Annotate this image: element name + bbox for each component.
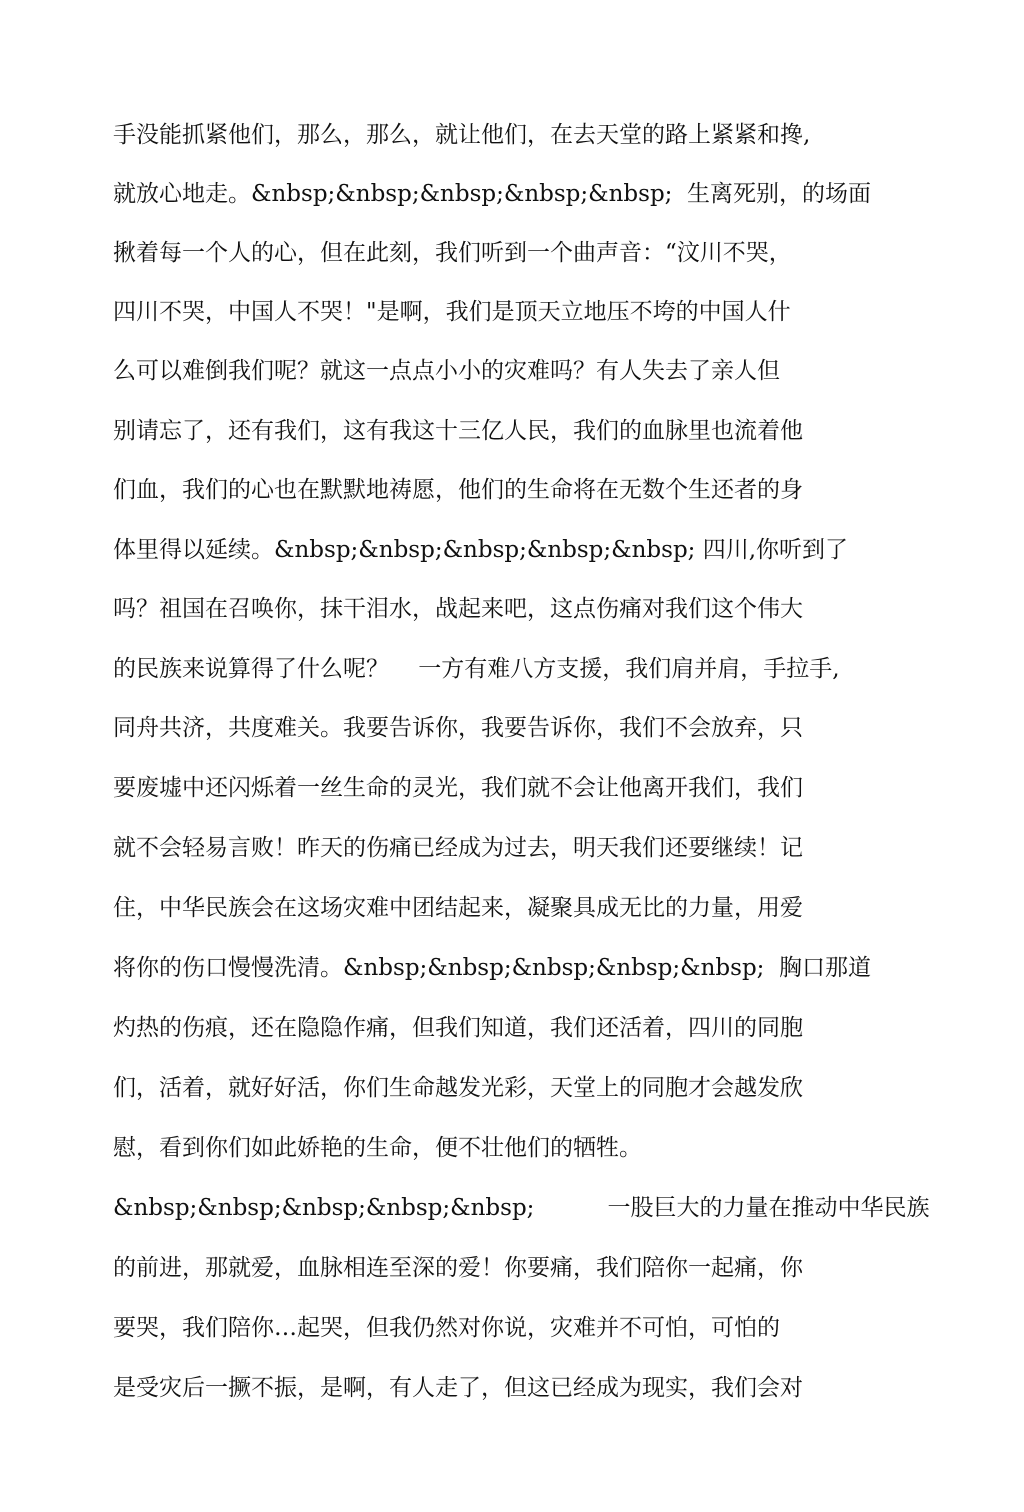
text-line: 慰，看到你们如此娇艳的生命，便不壮他们的牺牲。 <box>113 1135 642 1161</box>
text-line: &nbsp;&nbsp;&nbsp;&nbsp;&nbsp; 一股巨大的力量在推动中华民族 <box>113 1195 930 1221</box>
text-line: 们，活着，就好好活，你们生命越发光彩，天堂上的同胞才会越发欣 <box>113 1075 803 1101</box>
text-line: 别请忘了，还有我们，这有我这十三亿人民，我们的血脉里也流着他 <box>113 418 803 444</box>
text-line: 的前进，那就爱，血脉相连至深的爱！你要痛，我们陪你一起痛，你 <box>113 1255 803 1281</box>
text-line: 要哭，我们陪你…起哭，但我仍然对你说，灾难并不可怕，可怕的 <box>113 1315 780 1341</box>
text-line: 是受灾后一撅不振，是啊，有人走了，但这已经成为现实，我们会对 <box>113 1375 803 1401</box>
text-line: 吗？祖国在召唤你，抹干泪水，战起来吧，这点伤痛对我们这个伟大 <box>113 596 803 622</box>
text-line: 将你的伤口慢慢洗清。&nbsp;&nbsp;&nbsp;&nbsp;&nbsp; 胸口那道 <box>113 955 872 981</box>
text-line: 就不会轻易言败！昨天的伤痛已经成为过去，明天我们还要继续！记 <box>113 835 803 861</box>
text-line: 么可以难倒我们呢？就这一点点小小的灾难吗？有人失去了亲人但 <box>113 358 780 384</box>
text-line: 们血，我们的心也在默默地祷愿，他们的生命将在无数个生还者的身 <box>113 477 803 503</box>
text-line: 要废墟中还闪烁着一丝生命的灵光，我们就不会让他离开我们，我们 <box>113 775 803 801</box>
text-line: 就放心地走。&nbsp;&nbsp;&nbsp;&nbsp;&nbsp; 生离死别，的场面 <box>113 181 872 207</box>
text-line: 体里得以延续。&nbsp;&nbsp;&nbsp;&nbsp;&nbsp; 四川,你听到了 <box>113 537 849 563</box>
text-line: 住，中华民族会在这场灾难中团结起来，凝聚具成无比的力量，用爱 <box>113 895 803 921</box>
text-line: 同舟共济，共度难关。我要告诉你，我要告诉你，我们不会放弃，只 <box>113 715 803 741</box>
text-line: 揪着每一个人的心，但在此刻，我们听到一个曲声音：“汶川不哭， <box>113 240 792 266</box>
text-line: 四川不哭，中国人不哭！"是啊，我们是顶天立地压不垮的中国人什 <box>113 299 791 325</box>
text-line: 手没能抓紧他们，那么，那么，就让他们，在去天堂的路上紧紧和搀, <box>113 122 811 148</box>
text-line: 的民族来说算得了什么呢？ 一方有难八方支援，我们肩并肩，手拉手, <box>113 656 840 682</box>
text-line: 灼热的伤痕，还在隐隐作痛，但我们知道，我们还活着，四川的同胞 <box>113 1015 803 1041</box>
